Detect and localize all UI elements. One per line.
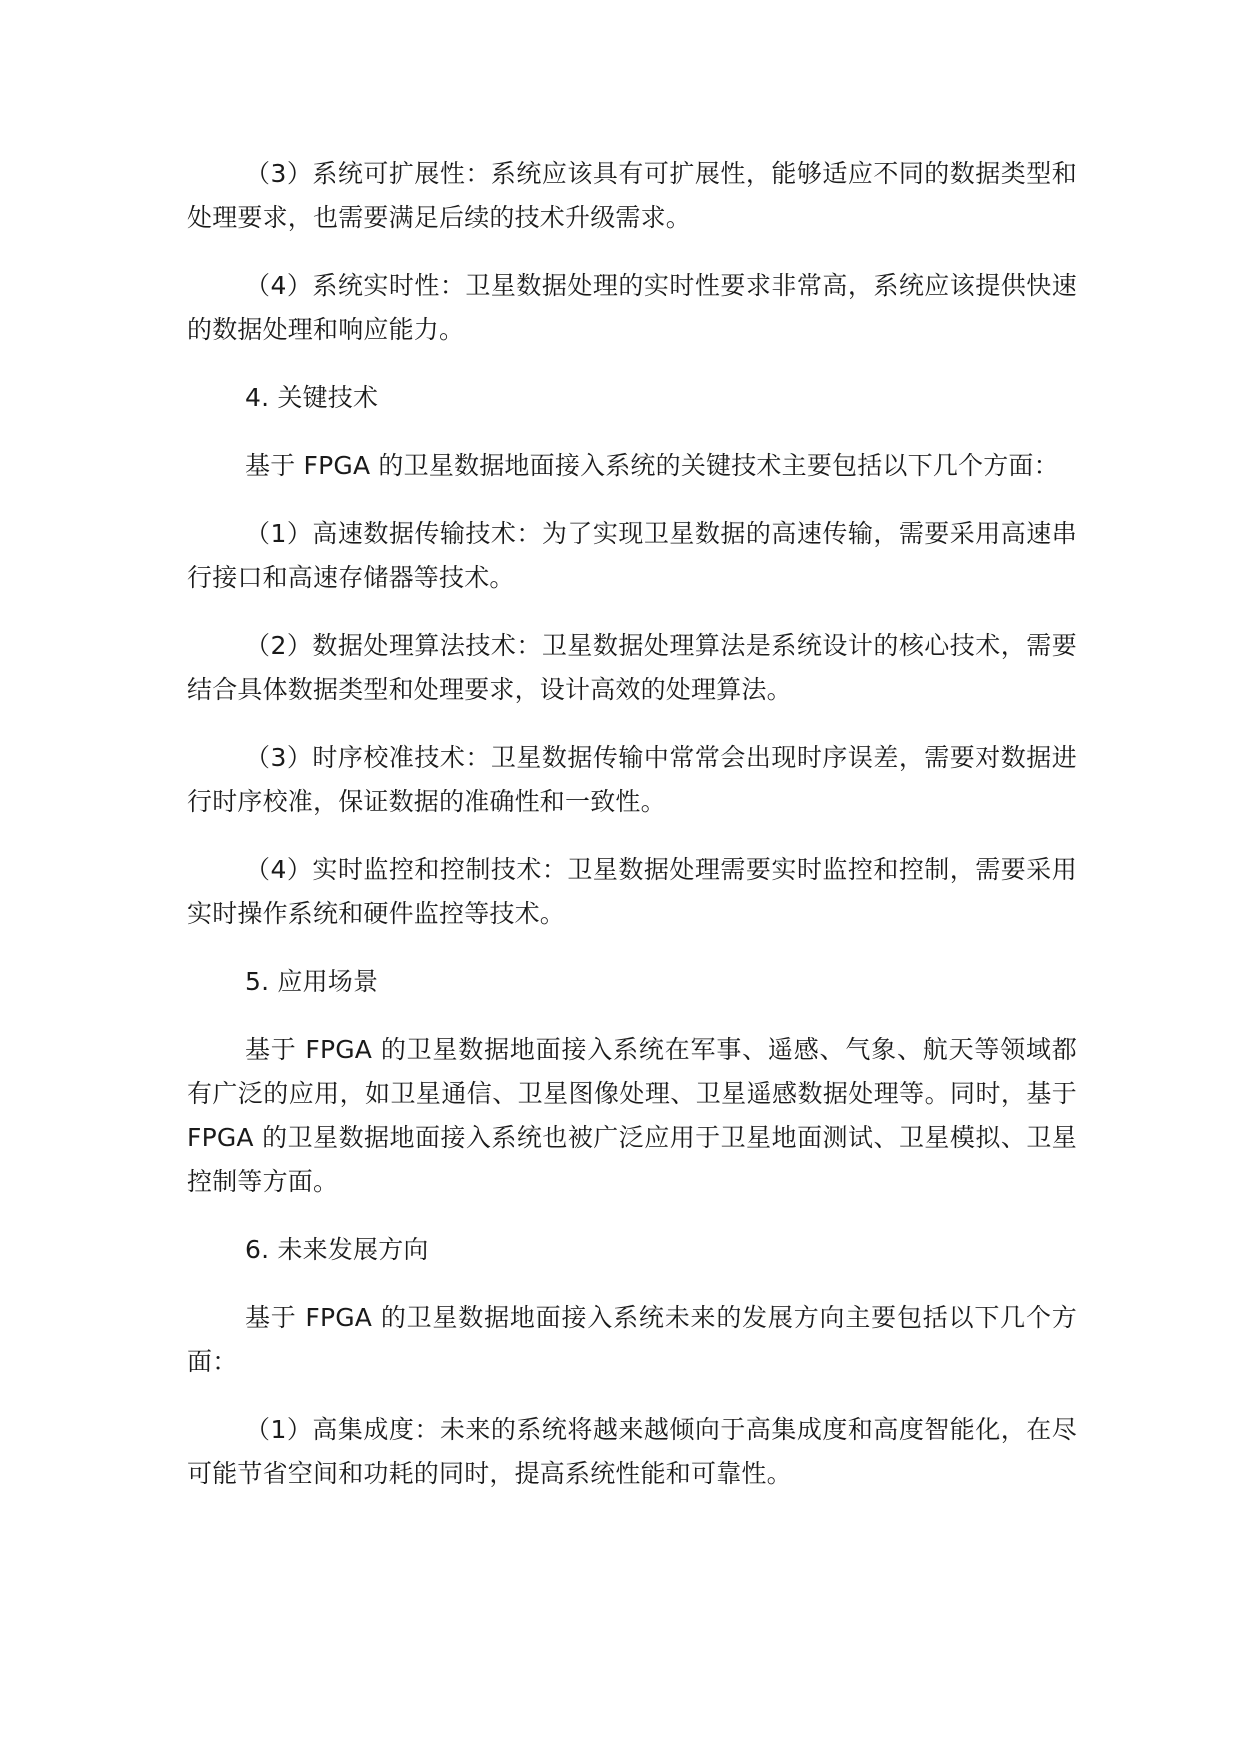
paragraph-timing-calibration: （3）时序校准技术：卫星数据传输中常常会出现时序误差，需要对数据进行时序校准，保证数据的准确性和一致性。 (187, 743, 1077, 816)
paragraph-high-integration: （1）高集成度：未来的系统将越来越倾向于高集成度和高度智能化，在尽可能节省空间和功耗的同时，提高系统性能和可靠性。 (187, 1415, 1077, 1488)
paragraph-key-technologies-intro: 基于 FPGA 的卫星数据地面接入系统的关键技术主要包括以下几个方面： (245, 451, 1059, 480)
paragraph-applications: 基于 FPGA 的卫星数据地面接入系统在军事、遥感、气象、航天等领域都有广泛的应用，如卫星通信、卫星图像处理、卫星遥感数据处理等。同时，基于 FPGA 的卫星数据地面接入系统也被广泛应用于卫星地面测试、卫星模拟、卫星控制等方面。 (187, 1035, 1077, 1196)
paragraph-high-speed-transfer: （1）高速数据传输技术：为了实现卫星数据的高速传输，需要采用高速串行接口和高速存储器等技术。 (187, 519, 1077, 592)
paragraph-realtime: （4）系统实时性：卫星数据处理的实时性要求非常高，系统应该提供快速的数据处理和响应能力。 (187, 271, 1077, 344)
paragraph-processing-algorithms: （2）数据处理算法技术：卫星数据处理算法是系统设计的核心技术，需要结合具体数据类型和处理要求，设计高效的处理算法。 (187, 631, 1077, 704)
paragraph-future-intro: 基于 FPGA 的卫星数据地面接入系统未来的发展方向主要包括以下几个方面： (187, 1303, 1077, 1376)
document-body (187, 152, 1077, 1520)
section-heading-future-directions: 6. 未来发展方向 (245, 1235, 429, 1264)
paragraph-scalability: （3）系统可扩展性：系统应该具有可扩展性，能够适应不同的数据类型和处理要求，也需要满足后续的技术升级需求。 (187, 159, 1077, 232)
paragraph-monitoring-control: （4）实时监控和控制技术：卫星数据处理需要实时监控和控制，需要采用实时操作系统和硬件监控等技术。 (187, 855, 1077, 928)
section-heading-key-technologies: 4. 关键技术 (245, 383, 379, 412)
section-heading-applications: 5. 应用场景 (245, 967, 379, 996)
